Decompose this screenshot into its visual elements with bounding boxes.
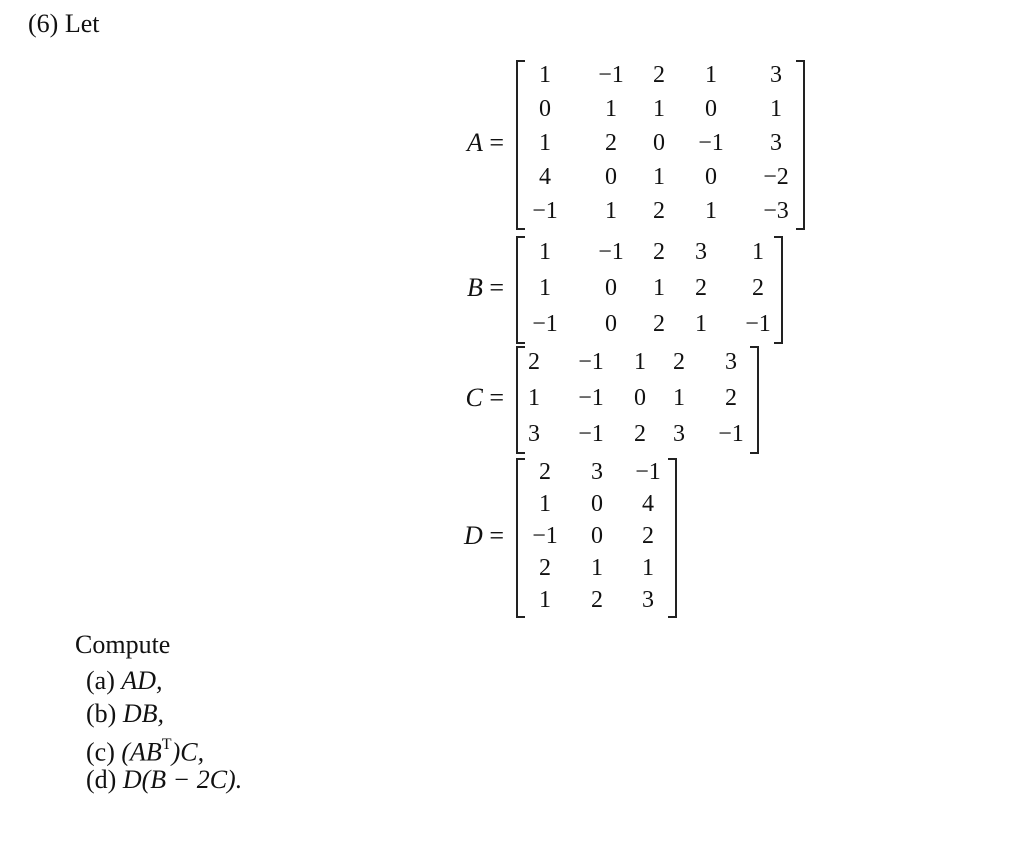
matrix-d-label xyxy=(444,521,504,551)
matrix-cell: −1 xyxy=(745,311,771,337)
matrix-cell: 1 xyxy=(539,491,551,517)
equals-sign: = xyxy=(482,128,504,157)
matrix-cell: 2 xyxy=(653,62,665,88)
matrix-cell: 2 xyxy=(673,349,685,375)
matrix-cell: 2 xyxy=(752,275,764,301)
matrix-c-label xyxy=(444,383,504,413)
matrix-cell: −1 xyxy=(532,523,558,549)
part-a-label: (a) xyxy=(86,666,115,695)
matrix-name: D xyxy=(464,521,483,550)
matrix-cell: 1 xyxy=(539,275,551,301)
matrix-cell: 2 xyxy=(725,385,737,411)
matrix-cell: 2 xyxy=(634,421,646,447)
matrix-cell: 2 xyxy=(653,198,665,224)
matrix-cell: 0 xyxy=(605,275,617,301)
compute-label: Compute xyxy=(75,630,171,659)
matrix-cell: −1 xyxy=(698,130,724,156)
matrix-cell: −2 xyxy=(763,164,789,190)
part-a xyxy=(86,664,163,697)
matrix-cell: 1 xyxy=(770,96,782,122)
matrix-cell: 1 xyxy=(695,311,707,337)
matrix-cell: 0 xyxy=(605,164,617,190)
matrix-cell: 3 xyxy=(725,349,737,375)
matrix-cell: 0 xyxy=(653,130,665,156)
matrix-cell: 2 xyxy=(642,523,654,549)
matrix-cell: 1 xyxy=(653,96,665,122)
matrix-cell: −1 xyxy=(532,198,558,224)
matrix-cell: −1 xyxy=(598,239,624,265)
matrix-cell: −1 xyxy=(578,385,604,411)
matrix-cell: 1 xyxy=(539,62,551,88)
matrix-cell: 4 xyxy=(539,164,551,190)
matrix-cell: −3 xyxy=(763,198,789,224)
matrix-cell: 3 xyxy=(770,62,782,88)
matrix-cell: 1 xyxy=(705,198,717,224)
matrix-cell: −1 xyxy=(578,421,604,447)
matrix-cell: 2 xyxy=(591,587,603,613)
equals-sign: = xyxy=(482,383,504,412)
matrix-cell: 2 xyxy=(653,239,665,265)
part-c-expression-pre: (AB xyxy=(121,737,162,767)
matrix-cell: 0 xyxy=(634,385,646,411)
matrix-cell: 1 xyxy=(539,130,551,156)
matrix-cell: 0 xyxy=(705,164,717,190)
matrix-cell: 0 xyxy=(605,311,617,337)
matrix-cell: 3 xyxy=(770,130,782,156)
transpose-superscript: T xyxy=(161,736,172,753)
matrix-cell: 0 xyxy=(539,96,551,122)
matrix-cell: 1 xyxy=(673,385,685,411)
matrix-cell: 0 xyxy=(591,523,603,549)
matrix-name: B xyxy=(466,273,483,302)
matrix-cell: 1 xyxy=(528,385,540,411)
matrix-cell: 1 xyxy=(705,62,717,88)
matrix-cell: −1 xyxy=(578,349,604,375)
matrix-cell: 2 xyxy=(539,555,551,581)
matrix-cell: 1 xyxy=(539,239,551,265)
matrix-cell: 2 xyxy=(653,311,665,337)
part-b-label: (b) xyxy=(86,699,117,728)
equals-sign: = xyxy=(482,521,504,550)
part-d-label: (d) xyxy=(86,765,117,794)
part-b xyxy=(86,697,164,730)
matrix-cell: 2 xyxy=(695,275,707,301)
matrix-cell: 1 xyxy=(539,587,551,613)
part-b-expression: DB, xyxy=(122,699,164,728)
part-d xyxy=(86,763,242,796)
matrix-cell: 1 xyxy=(634,349,646,375)
matrix-cell: 1 xyxy=(591,555,603,581)
matrix-cell: −1 xyxy=(598,62,624,88)
equals-sign: = xyxy=(482,273,504,302)
matrix-cell: 2 xyxy=(605,130,617,156)
matrix-a-label xyxy=(444,128,504,158)
matrix-cell: 1 xyxy=(653,164,665,190)
matrix-cell: −1 xyxy=(532,311,558,337)
part-c-expression-post: )C, xyxy=(171,737,205,767)
matrix-cell: 2 xyxy=(528,349,540,375)
part-c-label: (c) xyxy=(86,737,115,767)
matrix-cell: 3 xyxy=(642,587,654,613)
matrix-cell: 3 xyxy=(673,421,685,447)
matrix-cell: 1 xyxy=(653,275,665,301)
matrix-cell: 3 xyxy=(591,459,603,485)
matrix-cell: 1 xyxy=(605,96,617,122)
matrix-cell: 4 xyxy=(642,491,654,517)
matrix-cell: 1 xyxy=(642,555,654,581)
matrix-cell: 3 xyxy=(695,239,707,265)
matrix-cell: 2 xyxy=(539,459,551,485)
matrix-cell: −1 xyxy=(718,421,744,447)
matrix-cell: 0 xyxy=(591,491,603,517)
matrix-cell: 3 xyxy=(528,421,540,447)
matrix-name: A xyxy=(466,128,483,157)
matrix-cell: 1 xyxy=(752,239,764,265)
matrix-cell: 1 xyxy=(605,198,617,224)
matrix-cell: −1 xyxy=(635,459,661,485)
part-d-expression: D(B − 2C). xyxy=(122,765,243,794)
matrix-name: C xyxy=(465,383,483,412)
matrix-cell: 0 xyxy=(705,96,717,122)
part-a-expression: AD, xyxy=(121,666,163,695)
problem-heading: (6) Let xyxy=(28,9,100,38)
matrix-b-label xyxy=(444,273,504,303)
